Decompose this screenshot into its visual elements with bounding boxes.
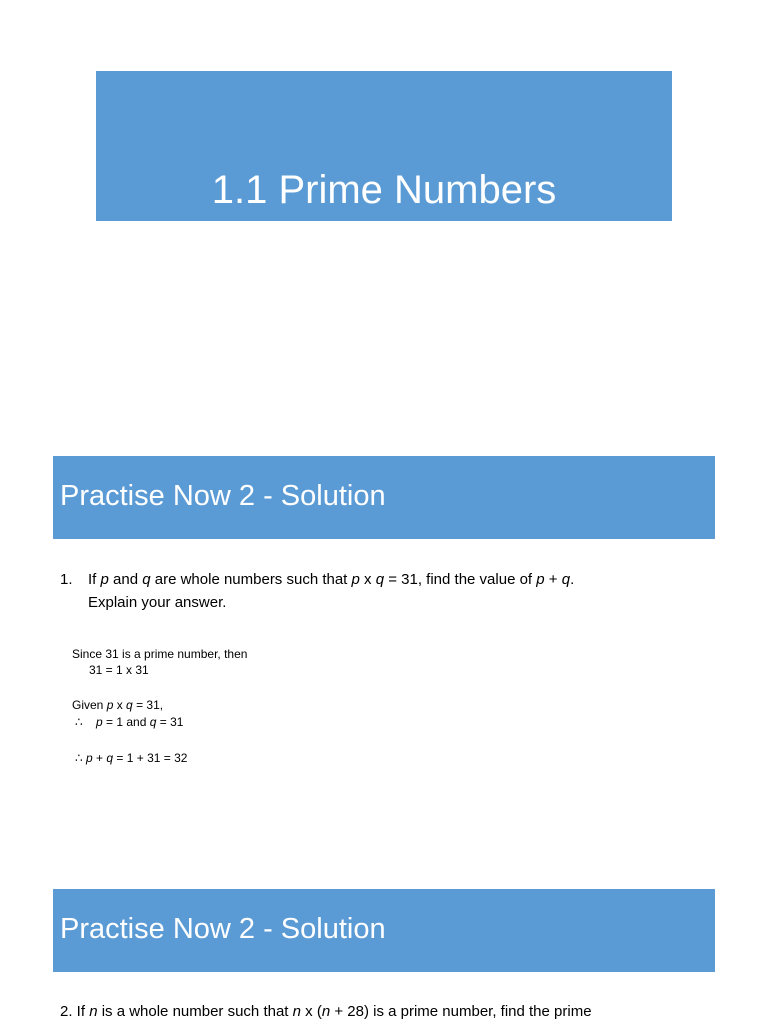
q2-text: 2. If (60, 1003, 90, 1020)
var-q: q (126, 698, 133, 712)
var-q: q (149, 715, 157, 729)
q1-text: = 31, find the value of (384, 571, 537, 588)
q1-text: + (544, 571, 562, 588)
var-p: p (536, 571, 545, 588)
var-q: q (142, 571, 151, 588)
q1-text: . (570, 571, 575, 588)
q2-text: + 28) is a prime number, find the prime (330, 1003, 592, 1020)
title-banner (96, 71, 672, 221)
question-1-text (88, 568, 708, 614)
sol-text: = 1 + 31 = 32 (113, 751, 188, 765)
q1-text: and (108, 571, 143, 588)
section-heading-2: Practise Now 2 - Solution (60, 913, 386, 945)
q2-text: x ( (300, 1003, 322, 1020)
sol-text: = 31 (156, 715, 184, 729)
var-n: n (89, 1003, 98, 1020)
var-p: p (106, 698, 114, 712)
var-n: n (321, 1003, 331, 1020)
solution-line-1: Since 31 is a prime number, then (72, 647, 248, 661)
sol-text: = 31, (132, 698, 164, 712)
slide-title: 1.1 Prime Numbers (211, 168, 557, 212)
therefore-symbol: ∴ (75, 715, 83, 729)
var-p: p (100, 571, 109, 588)
question-2 (60, 1000, 760, 1023)
sol-text: = 1 and (102, 715, 150, 729)
question-1-line-2: Explain your answer. (88, 594, 227, 611)
q2-text: is a whole number such that (97, 1003, 293, 1020)
var-n: n (292, 1003, 301, 1020)
var-p: p (95, 715, 103, 729)
solution-line-4 (75, 714, 183, 730)
sol-text: Given (72, 698, 107, 712)
solution-line-2: 31 = 1 x 31 (89, 663, 149, 677)
q1-text: x (359, 571, 376, 588)
sol-text: + (92, 751, 107, 765)
therefore-symbol: ∴ (75, 751, 83, 765)
var-q: q (106, 751, 114, 765)
var-q: q (375, 571, 385, 588)
question-1-number: 1. (60, 571, 73, 588)
sol-text: x (113, 698, 127, 712)
var-q: q (561, 571, 571, 588)
q1-text: are whole numbers such that (150, 571, 352, 588)
section-banner-1 (53, 456, 715, 539)
section-heading-1: Practise Now 2 - Solution (60, 480, 386, 512)
var-p: p (351, 571, 360, 588)
solution-line-5 (75, 750, 187, 766)
section-banner-2 (53, 889, 715, 972)
var-p: p (85, 751, 93, 765)
q1-text: If (88, 571, 101, 588)
solution-line-3 (72, 697, 163, 713)
